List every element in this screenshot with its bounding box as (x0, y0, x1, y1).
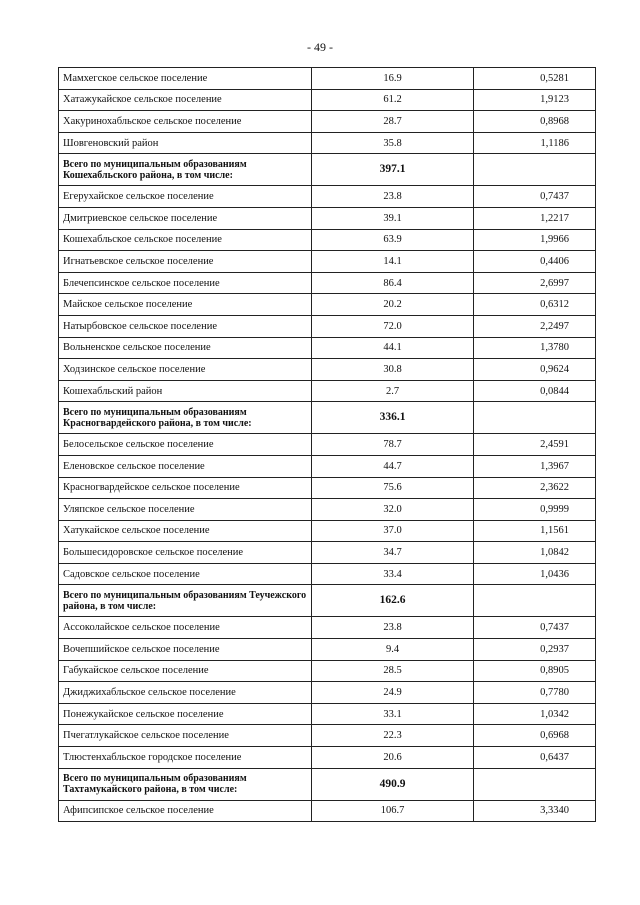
municipality-name-cell: Хатажукайское сельское поселение (59, 89, 312, 111)
coefficient-cell: 3,3340 (474, 800, 596, 822)
amount-cell: 397.1 (312, 154, 474, 186)
amount-cell: 23.8 (312, 186, 474, 208)
municipality-name-cell: Натырбовское сельское поселение (59, 315, 312, 337)
amount-cell: 72.0 (312, 315, 474, 337)
municipality-name-cell: Хатукайское сельское поселение (59, 520, 312, 542)
coefficient-cell: 0,7437 (474, 186, 596, 208)
table-row (59, 380, 596, 402)
coefficient-cell: 0,6312 (474, 294, 596, 316)
table-row (59, 660, 596, 682)
municipality-name-cell: Шовгеновский район (59, 132, 312, 154)
coefficient-cell: 1,1561 (474, 520, 596, 542)
table-total-row (59, 768, 596, 800)
table-row (59, 111, 596, 133)
coefficient-cell: 1,3967 (474, 455, 596, 477)
municipality-name-cell: Блечепсинское сельское поселение (59, 272, 312, 294)
coefficient-cell (474, 154, 596, 186)
table-row (59, 132, 596, 154)
amount-cell: 28.7 (312, 111, 474, 133)
municipality-name-cell: Всего по муниципальным образованиям Тахтамукайского района, в том числе: (59, 768, 312, 800)
table-row (59, 89, 596, 111)
municipality-name-cell: Большесидоровское сельское поселение (59, 542, 312, 564)
table-row (59, 359, 596, 381)
coefficient-cell: 0,8968 (474, 111, 596, 133)
amount-cell: 106.7 (312, 800, 474, 822)
municipality-name-cell: Всего по муниципальным образованиям Красногвардейского района, в том числе: (59, 402, 312, 434)
amount-cell: 34.7 (312, 542, 474, 564)
coefficient-cell: 1,0436 (474, 563, 596, 585)
coefficient-cell: 2,2497 (474, 315, 596, 337)
table-row (59, 337, 596, 359)
table-total-row (59, 585, 596, 617)
amount-cell: 78.7 (312, 434, 474, 456)
amount-cell: 35.8 (312, 132, 474, 154)
coefficient-cell (474, 585, 596, 617)
coefficient-cell: 2,6997 (474, 272, 596, 294)
amount-cell: 16.9 (312, 68, 474, 90)
municipality-name-cell: Вольненское сельское поселение (59, 337, 312, 359)
amount-cell: 23.8 (312, 617, 474, 639)
coefficient-cell (474, 402, 596, 434)
municipality-name-cell: Садовское сельское поселение (59, 563, 312, 585)
municipality-name-cell: Ходзинское сельское поселение (59, 359, 312, 381)
coefficient-cell: 0,9624 (474, 359, 596, 381)
table-row (59, 207, 596, 229)
table-row (59, 499, 596, 521)
coefficient-cell: 0,4406 (474, 251, 596, 273)
amount-cell: 9.4 (312, 639, 474, 661)
municipality-name-cell: Белосельское сельское поселение (59, 434, 312, 456)
amount-cell: 490.9 (312, 768, 474, 800)
table-row (59, 703, 596, 725)
municipality-name-cell: Всего по муниципальным образованиям Кошехабльского района, в том числе: (59, 154, 312, 186)
table-row (59, 294, 596, 316)
table-row (59, 520, 596, 542)
coefficient-cell: 0,7780 (474, 682, 596, 704)
table-row (59, 186, 596, 208)
municipality-name-cell: Всего по муниципальным образованиям Теучежского района, в том числе: (59, 585, 312, 617)
municipality-name-cell: Тлюстенхабльское городское поселение (59, 747, 312, 769)
municipality-name-cell: Кошехабльское сельское поселение (59, 229, 312, 251)
amount-cell: 20.6 (312, 747, 474, 769)
table-total-row (59, 154, 596, 186)
municipality-name-cell: Егерухайское сельское поселение (59, 186, 312, 208)
municipality-name-cell: Афипсипское сельское поселение (59, 800, 312, 822)
table-row (59, 315, 596, 337)
amount-cell: 33.4 (312, 563, 474, 585)
amount-cell: 44.7 (312, 455, 474, 477)
table-total-row (59, 402, 596, 434)
table-row (59, 747, 596, 769)
coefficient-cell: 1,2217 (474, 207, 596, 229)
municipality-name-cell: Красногвардейское сельское поселение (59, 477, 312, 499)
coefficient-cell: 0,6968 (474, 725, 596, 747)
amount-cell: 14.1 (312, 251, 474, 273)
amount-cell: 86.4 (312, 272, 474, 294)
municipality-name-cell: Кошехабльский район (59, 380, 312, 402)
table-row (59, 617, 596, 639)
coefficient-cell: 1,3780 (474, 337, 596, 359)
table-row (59, 272, 596, 294)
municipality-name-cell: Уляпское сельское поселение (59, 499, 312, 521)
coefficient-cell: 1,9123 (474, 89, 596, 111)
table-row (59, 455, 596, 477)
amount-cell: 37.0 (312, 520, 474, 542)
table-row (59, 251, 596, 273)
coefficient-cell (474, 768, 596, 800)
page-number: - 49 - (307, 40, 333, 54)
table-row (59, 725, 596, 747)
amount-cell: 22.3 (312, 725, 474, 747)
amount-cell: 162.6 (312, 585, 474, 617)
table-row (59, 542, 596, 564)
table-body (59, 68, 596, 822)
table-row (59, 229, 596, 251)
amount-cell: 30.8 (312, 359, 474, 381)
municipality-name-cell: Вочепшийское сельское поселение (59, 639, 312, 661)
municipality-name-cell: Пчегатлукайское сельское поселение (59, 725, 312, 747)
municipality-name-cell: Хакуринохабльское сельское поселение (59, 111, 312, 133)
amount-cell: 32.0 (312, 499, 474, 521)
table-row (59, 563, 596, 585)
table-row (59, 682, 596, 704)
amount-cell: 20.2 (312, 294, 474, 316)
municipality-name-cell: Игнатьевское сельское поселение (59, 251, 312, 273)
coefficient-cell: 2,3622 (474, 477, 596, 499)
table-row (59, 68, 596, 90)
municipality-name-cell: Майское сельское поселение (59, 294, 312, 316)
coefficient-cell: 1,1186 (474, 132, 596, 154)
municipality-name-cell: Мамхегское сельское поселение (59, 68, 312, 90)
coefficient-cell: 1,0342 (474, 703, 596, 725)
amount-cell: 28.5 (312, 660, 474, 682)
coefficient-cell: 0,7437 (474, 617, 596, 639)
coefficient-cell: 0,2937 (474, 639, 596, 661)
municipality-name-cell: Джиджихабльское сельское поселение (59, 682, 312, 704)
coefficient-cell: 1,9966 (474, 229, 596, 251)
amount-cell: 61.2 (312, 89, 474, 111)
coefficient-cell: 0,9999 (474, 499, 596, 521)
distribution-table (58, 67, 596, 822)
amount-cell: 63.9 (312, 229, 474, 251)
amount-cell: 2.7 (312, 380, 474, 402)
municipality-name-cell: Еленовское сельское поселение (59, 455, 312, 477)
table-row (59, 639, 596, 661)
table-row (59, 434, 596, 456)
coefficient-cell: 0,5281 (474, 68, 596, 90)
coefficient-cell: 0,6437 (474, 747, 596, 769)
table-row (59, 477, 596, 499)
coefficient-cell: 0,8905 (474, 660, 596, 682)
amount-cell: 24.9 (312, 682, 474, 704)
coefficient-cell: 1,0842 (474, 542, 596, 564)
coefficient-cell: 2,4591 (474, 434, 596, 456)
amount-cell: 44.1 (312, 337, 474, 359)
amount-cell: 39.1 (312, 207, 474, 229)
municipality-name-cell: Дмитриевское сельское поселение (59, 207, 312, 229)
municipality-name-cell: Понежукайское сельское поселение (59, 703, 312, 725)
municipality-name-cell: Габукайское сельское поселение (59, 660, 312, 682)
municipality-name-cell: Ассоколайское сельское поселение (59, 617, 312, 639)
amount-cell: 75.6 (312, 477, 474, 499)
amount-cell: 33.1 (312, 703, 474, 725)
coefficient-cell: 0,0844 (474, 380, 596, 402)
table-row (59, 800, 596, 822)
amount-cell: 336.1 (312, 402, 474, 434)
